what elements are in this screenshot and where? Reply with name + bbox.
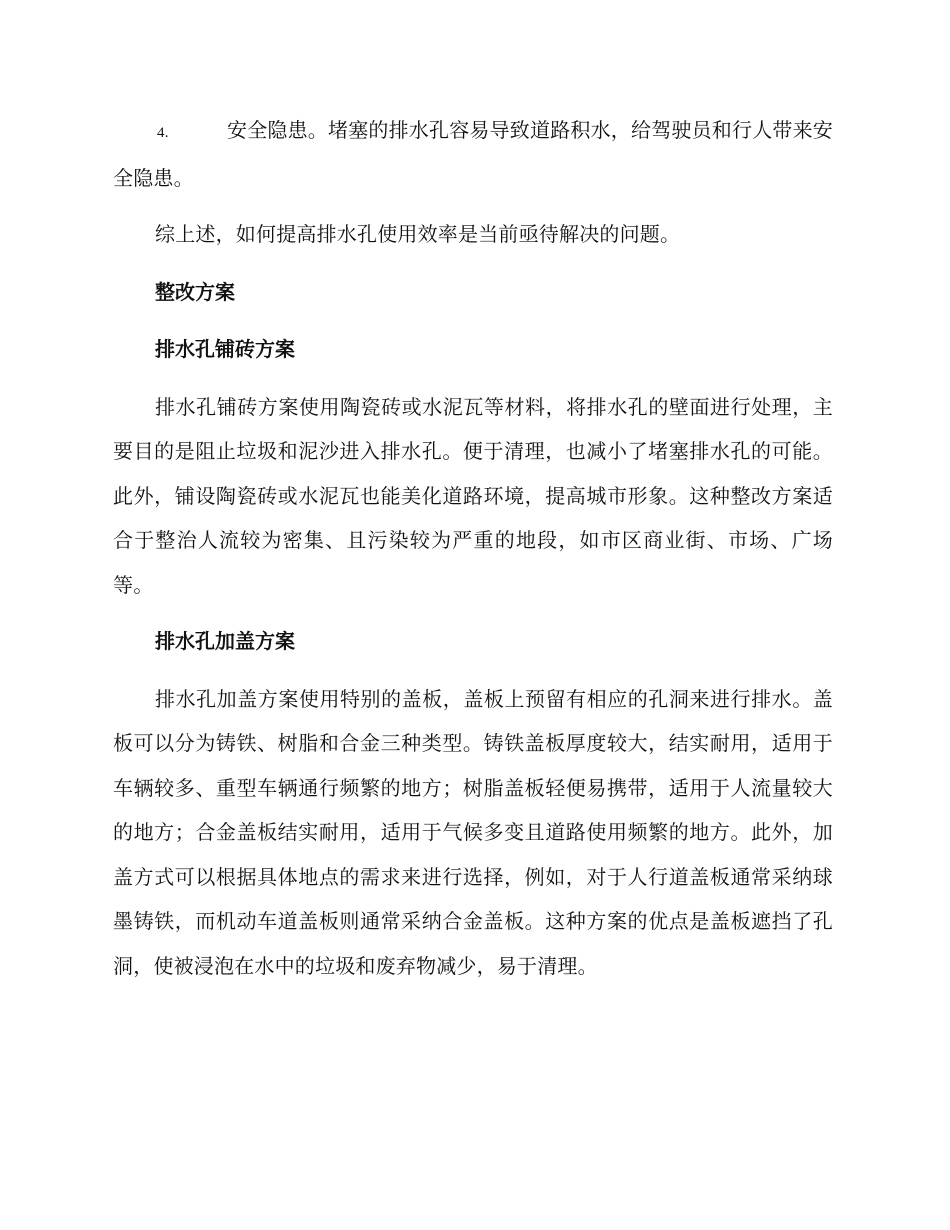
document-content xyxy=(113,108,833,988)
subsection-title-cover: 排水孔加盖方案 xyxy=(155,629,295,653)
list-item-number: 4. xyxy=(157,125,169,141)
subsection-body-tile: 排水孔铺砖方案使用陶瓷砖或水泥瓦等材料，将排水孔的壁面进行处理，主要目的是阻止垃圾和泥沙进入排水孔。便于清理，也减小了堵塞排水孔的可能。此外，铺设陶瓷砖或水泥瓦也能美化道路环境，提高城市形象。这种整改方案适合于整治人流较为密集、且污染较为严重的地段，如市区商业街、市场、广场等。 xyxy=(113,394,833,597)
list-item-4 xyxy=(113,108,833,200)
subsection-body-cover: 排水孔加盖方案使用特别的盖板，盖板上预留有相应的孔洞来进行排水。盖板可以分为铸铁、树脂和合金三种类型。铸铁盖板厚度较大，结实耐用，适用于车辆较多、重型车辆通行频繁的地方；树脂盖板轻便易携带，适用于人流量较大的地方；合金盖板结实耐用，适用于气候多变且道路使用频繁的地方。此外，加盖方式可以根据具体地点的需求来进行选择，例如，对于人行道盖板通常采纳球墨铸铁，而机动车道盖板则通常采纳合金盖板。这种方案的优点是盖板遮挡了孔洞，使被浸泡在水中的垃圾和废弃物减少，易于清理。 xyxy=(113,686,833,978)
subsection-title-tile: 排水孔铺砖方案 xyxy=(155,337,295,361)
list-item-text: 安全隐患。堵塞的排水孔容易导致道路积水，给驾驶员和行人带来安全隐患。 xyxy=(113,118,833,190)
section-title: 整改方案 xyxy=(155,279,235,304)
summary-paragraph: 综上述，如何提高排水孔使用效率是当前亟待解决的问题。 xyxy=(155,222,681,246)
